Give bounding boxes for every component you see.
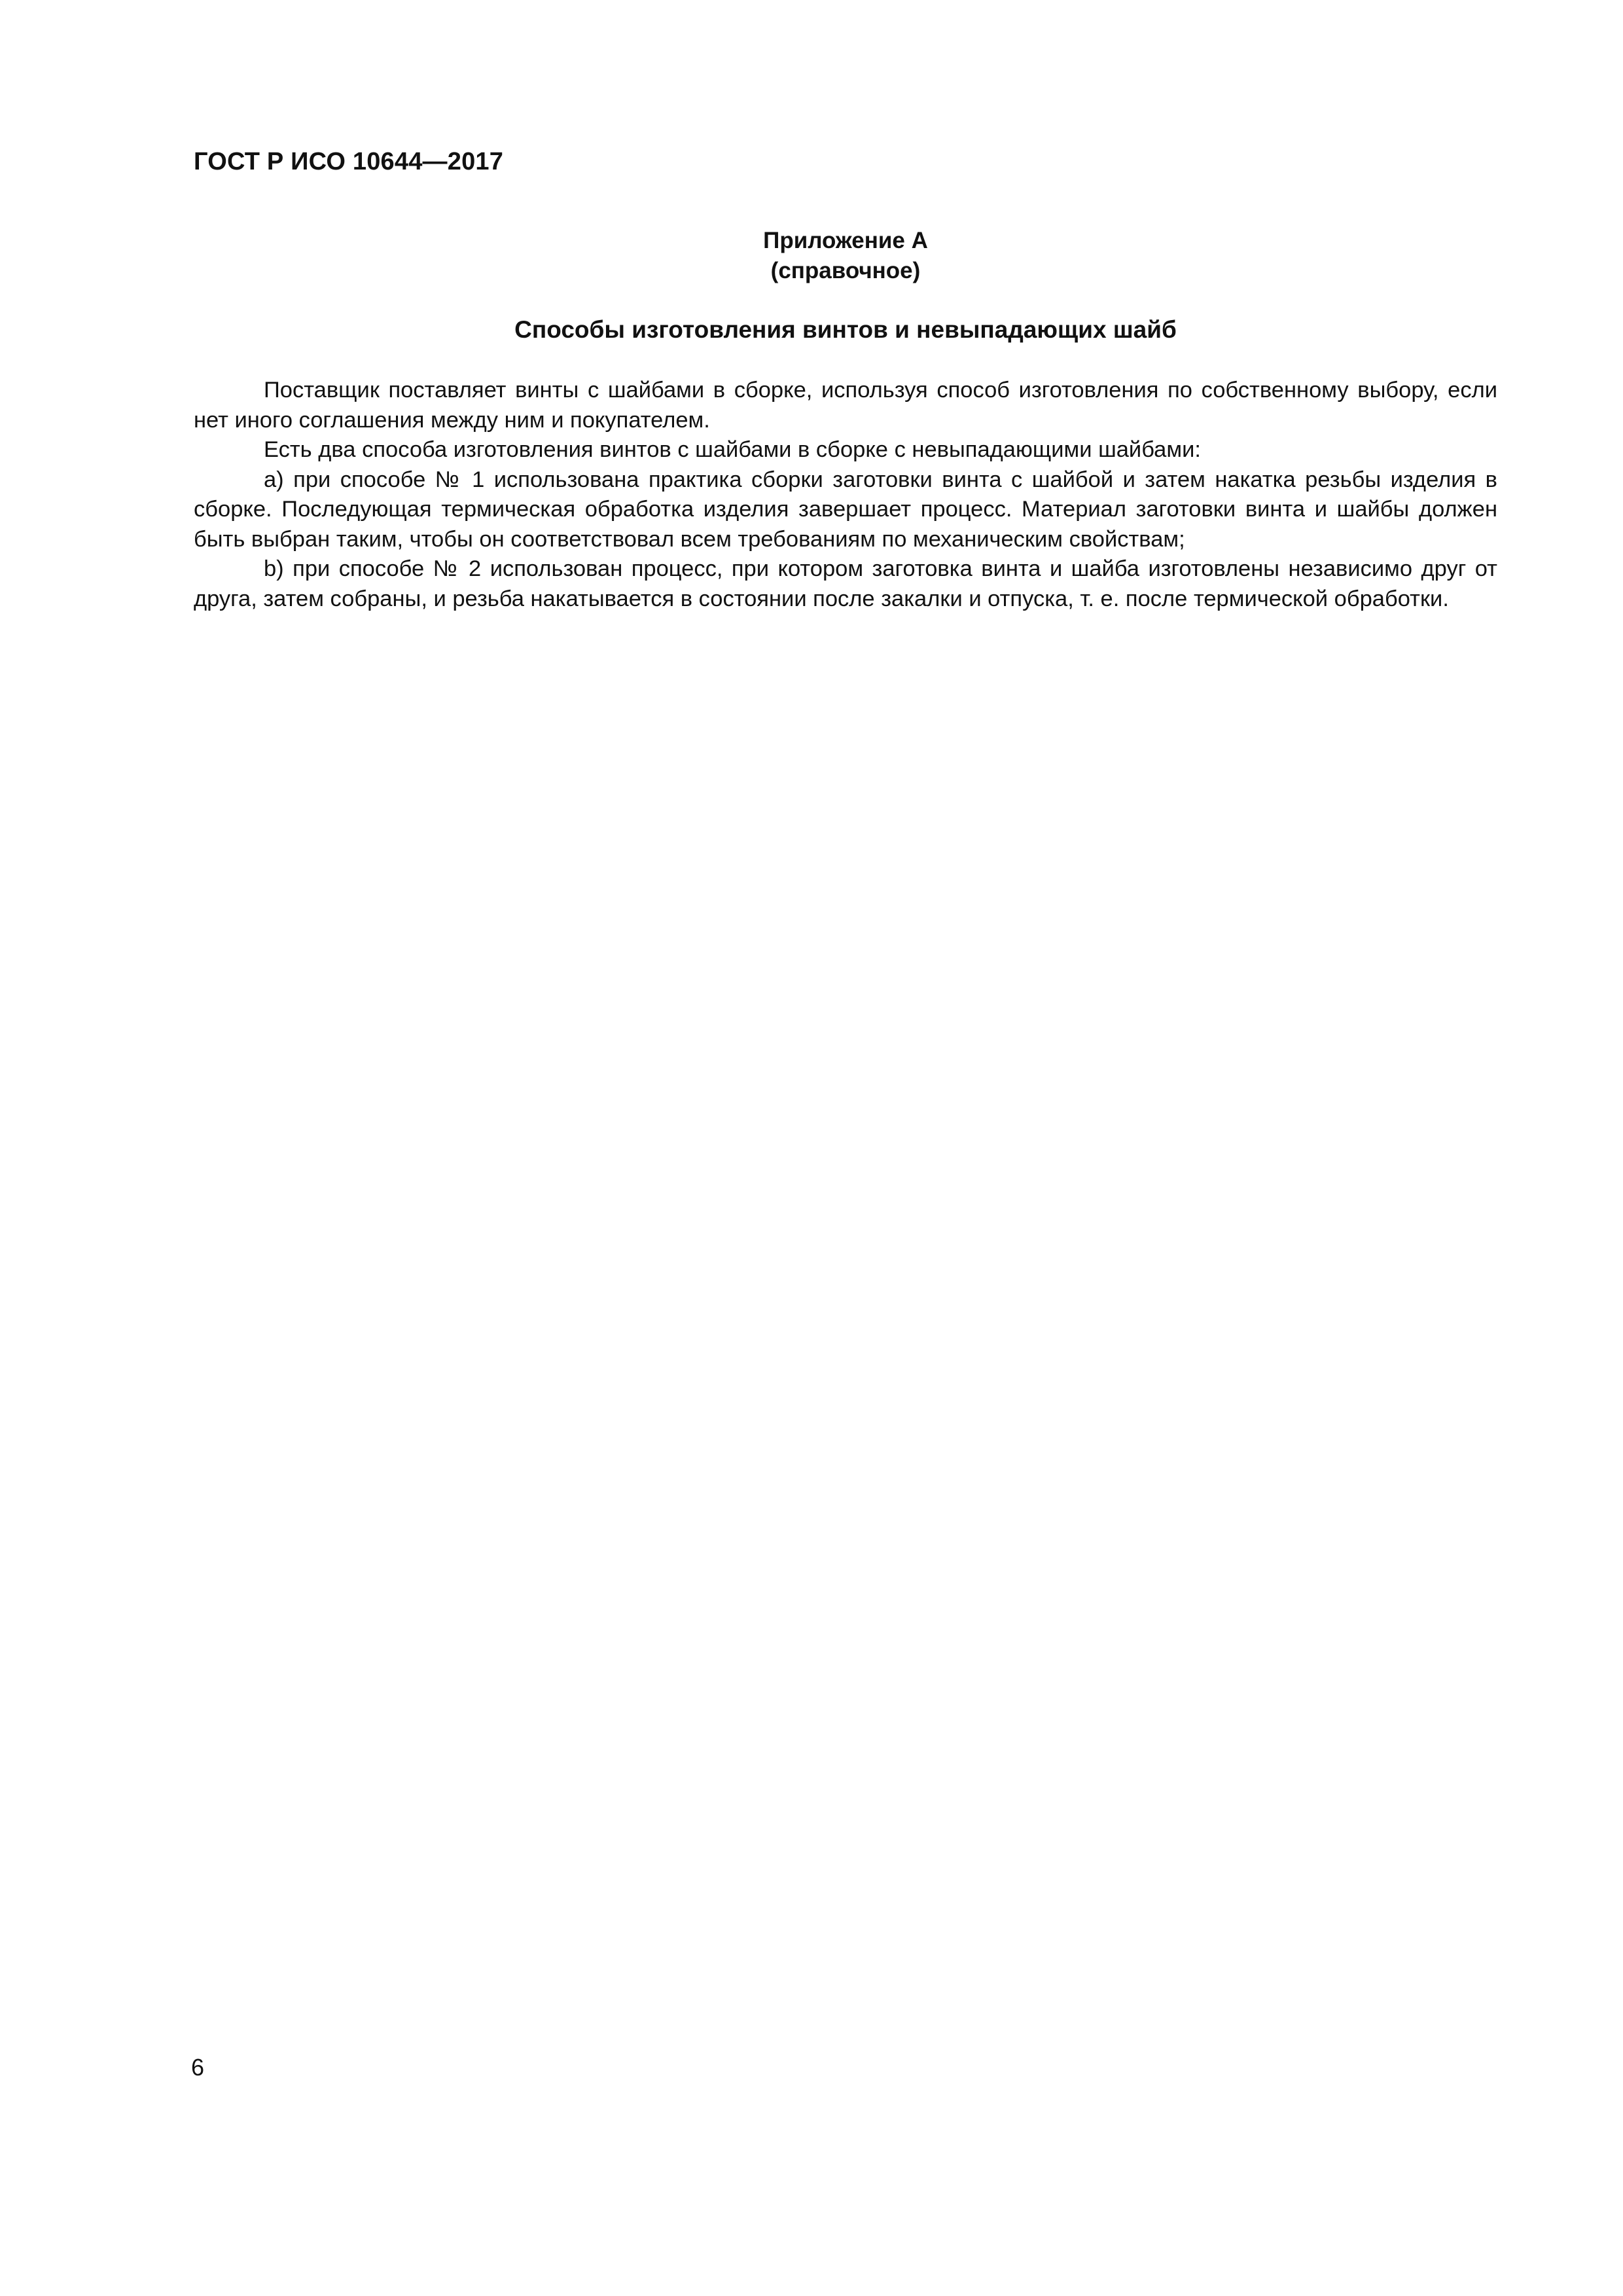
annex-title: Приложение А xyxy=(763,228,928,253)
list-item: b) при способе № 2 использован процесс, при котором заготовка винта и шайба изготовлены независимо друг от друга, затем собраны, и резьба накатывается в состоянии после закалки и отпуска, т. е. после термической обработки. xyxy=(194,556,1497,611)
body-text xyxy=(194,376,1497,614)
list-item: a) при способе № 1 использована практика сборки заготовки винта с шайбой и затем накатка резьбы изделия в сборке. Последующая термическая обработка изделия завершает процесс. Материал заготовки винта и шайбы должен быть выбран таким, чтобы он соответствовал всем требованиям по механическим свойствам; xyxy=(194,467,1497,552)
paragraph: Есть два способа изготовления винтов с шайбами в сборке с невыпадающими шайбами: xyxy=(264,437,1201,462)
annex-heading xyxy=(194,226,1497,286)
document-code: ГОСТ Р ИСО 10644—2017 xyxy=(194,148,504,175)
paragraph: Поставщик поставляет винты с шайбами в сборке, используя способ изготовления по собственному выбору, если нет иного соглашения между ним и покупателем. xyxy=(194,378,1497,433)
page-number: 6 xyxy=(191,2054,205,2081)
section-title: Способы изготовления винтов и невыпадающих шайб xyxy=(514,316,1177,343)
annex-status: (справочное) xyxy=(770,258,921,283)
